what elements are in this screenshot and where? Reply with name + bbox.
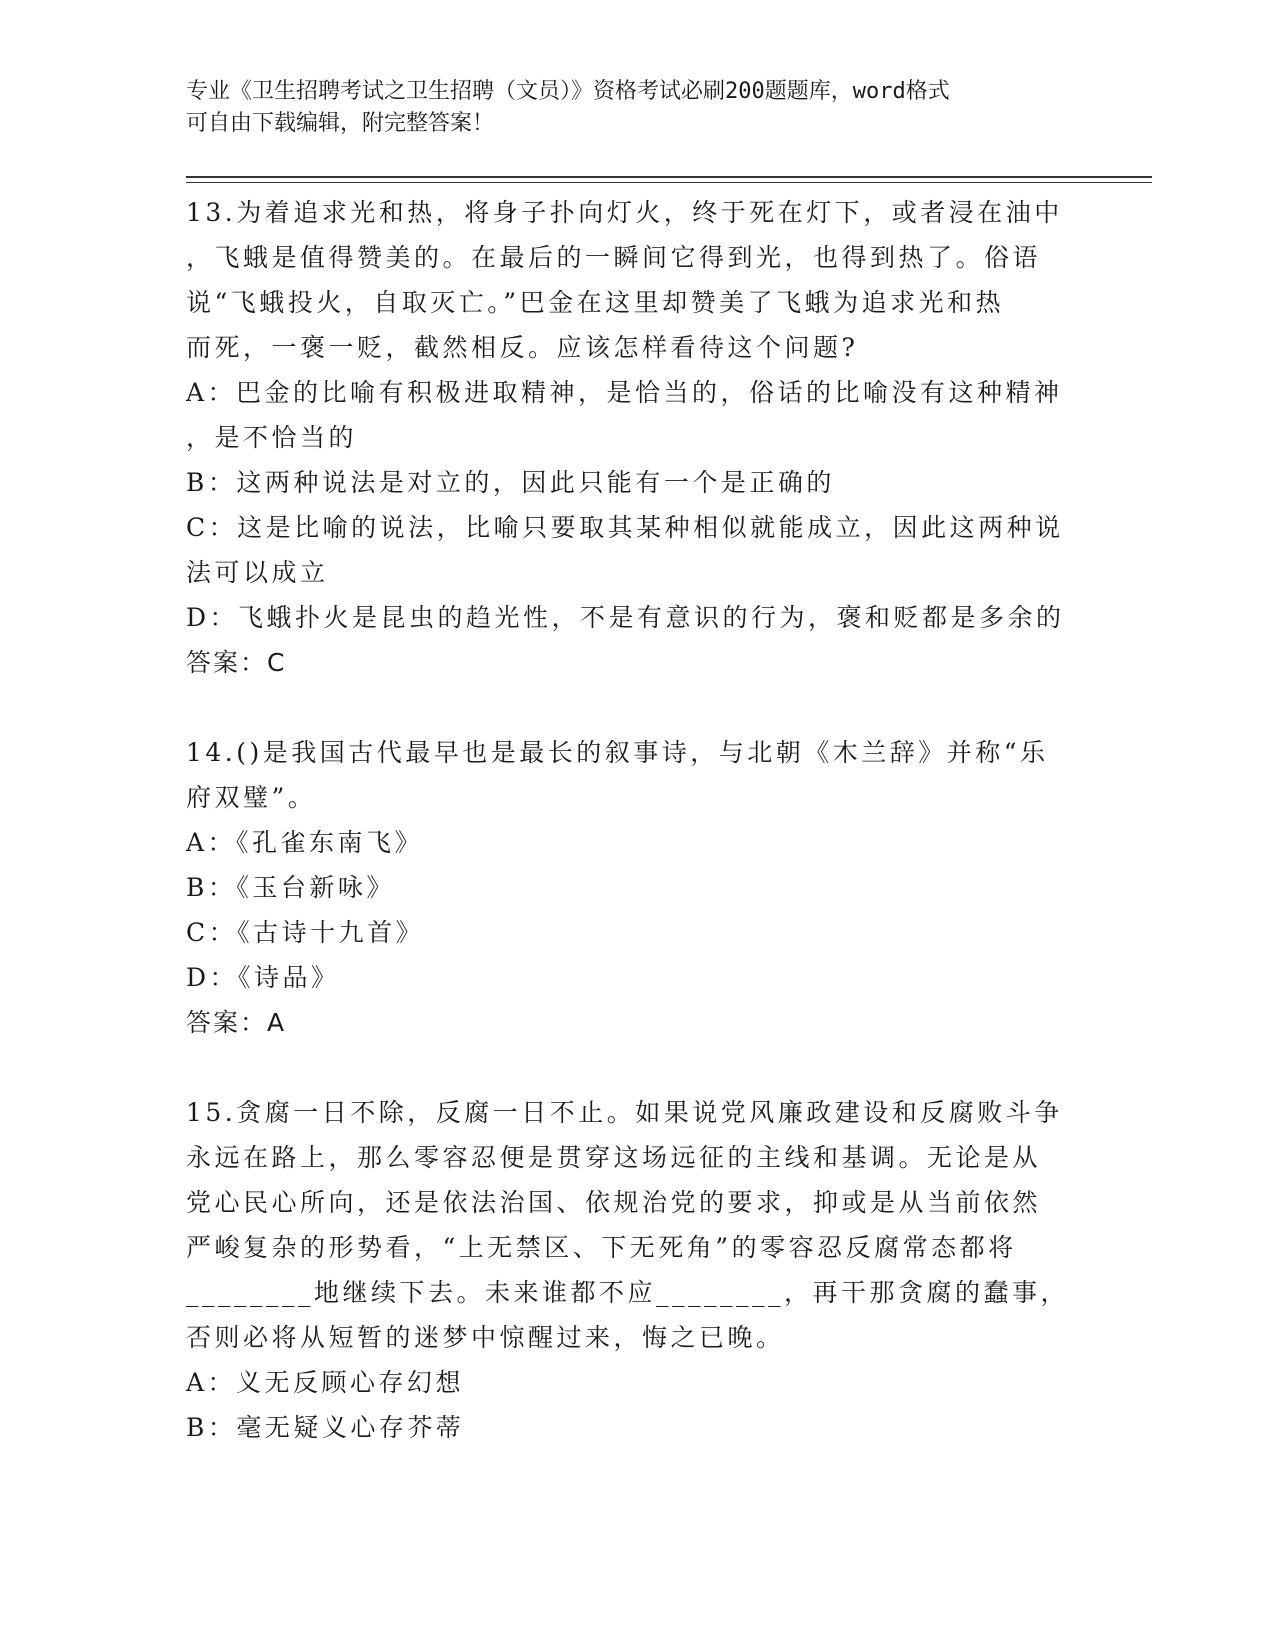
question-15-stem-line: 15.贪腐一日不除，反腐一日不止。如果说党风廉政建设和反腐败斗争 [186,1098,1063,1127]
question-15-stem-line: ________地继续下去。未来谁都不应________，再干那贪腐的蠢事， [186,1278,1070,1307]
question-14-stem-line: 府双璧”。 [186,783,317,812]
question-13-stem-line: 说“飞蛾投火，自取灭亡。”巴金在这里却赞美了飞蛾为追求光和热 [186,288,1005,317]
question-13-option-d: D：飞蛾扑火是昆虫的趋光性，不是有意识的行为，褒和贬都是多余的 [186,603,1065,632]
question-15-stem-line: 严峻复杂的形势看，“上无禁区、下无死角”的零容忍反腐常态都将 [186,1233,1017,1262]
header-divider-thin [186,182,1152,183]
question-15-stem-line: 永远在路上，那么零容忍便是贯穿这场远征的主线和基调。无论是从 [186,1143,1042,1172]
question-14-option-d: D：《诗品》 [186,963,340,992]
question-15-stem-line: 党心民心所向，还是依法治国、依规治党的要求，抑或是从当前依然 [186,1188,1042,1217]
document-header [186,76,1066,140]
question-13-option-a-cont: ，是不恰当的 [186,423,358,452]
header-divider-thick [186,176,1152,178]
question-14-option-c: C：《古诗十九首》 [186,918,425,947]
question-13-option-a: A：巴金的比喻有积极进取精神，是恰当的，俗话的比喻没有这种精神 [186,378,1063,407]
question-15-stem-line: 否则必将从短暂的迷梦中惊醒过来，悔之已晚。 [186,1323,785,1352]
question-14-stem-line: 14.()是我国古代最早也是最长的叙事诗，与北朝《木兰辞》并称“乐 [186,738,1049,767]
header-line-1: 专业《卫生招聘考试之卫生招聘（文员）》资格考试必刷200题题库，word格式 [186,79,950,104]
question-13 [186,190,1076,685]
question-14-answer: 答案：A [186,1008,287,1037]
question-15 [186,1090,1076,1450]
question-list [186,190,1076,1450]
question-15-option-b: B：毫无疑义心存芥蒂 [186,1413,465,1442]
question-13-option-c: C：这是比喻的说法，比喻只要取其某种相似就能成立，因此这两种说 [186,513,1064,542]
spacer [186,1045,1076,1090]
question-13-stem-line: ，飞蛾是值得赞美的。在最后的一瞬间它得到光，也得到热了。俗语 [186,243,1042,272]
question-14 [186,730,1076,1045]
question-13-answer: 答案：C [186,648,287,677]
question-14-option-b: B：《玉台新咏》 [186,873,395,902]
question-14-option-a: A：《孔雀东南飞》 [186,828,424,857]
question-13-stem-line: 13.为着追求光和热，将身子扑向灯火，终于死在灯下，或者浸在油中 [186,198,1063,227]
question-15-option-a: A：义无反顾心存幻想 [186,1368,465,1397]
question-13-option-c-cont: 法可以成立 [186,558,329,587]
header-line-2: 可自由下载编辑，附完整答案！ [186,111,495,136]
question-13-stem-line: 而死，一褒一贬，截然相反。应该怎样看待这个问题? [186,333,859,362]
spacer [186,685,1076,730]
question-13-option-b: B：这两种说法是对立的，因此只能有一个是正确的 [186,468,835,497]
